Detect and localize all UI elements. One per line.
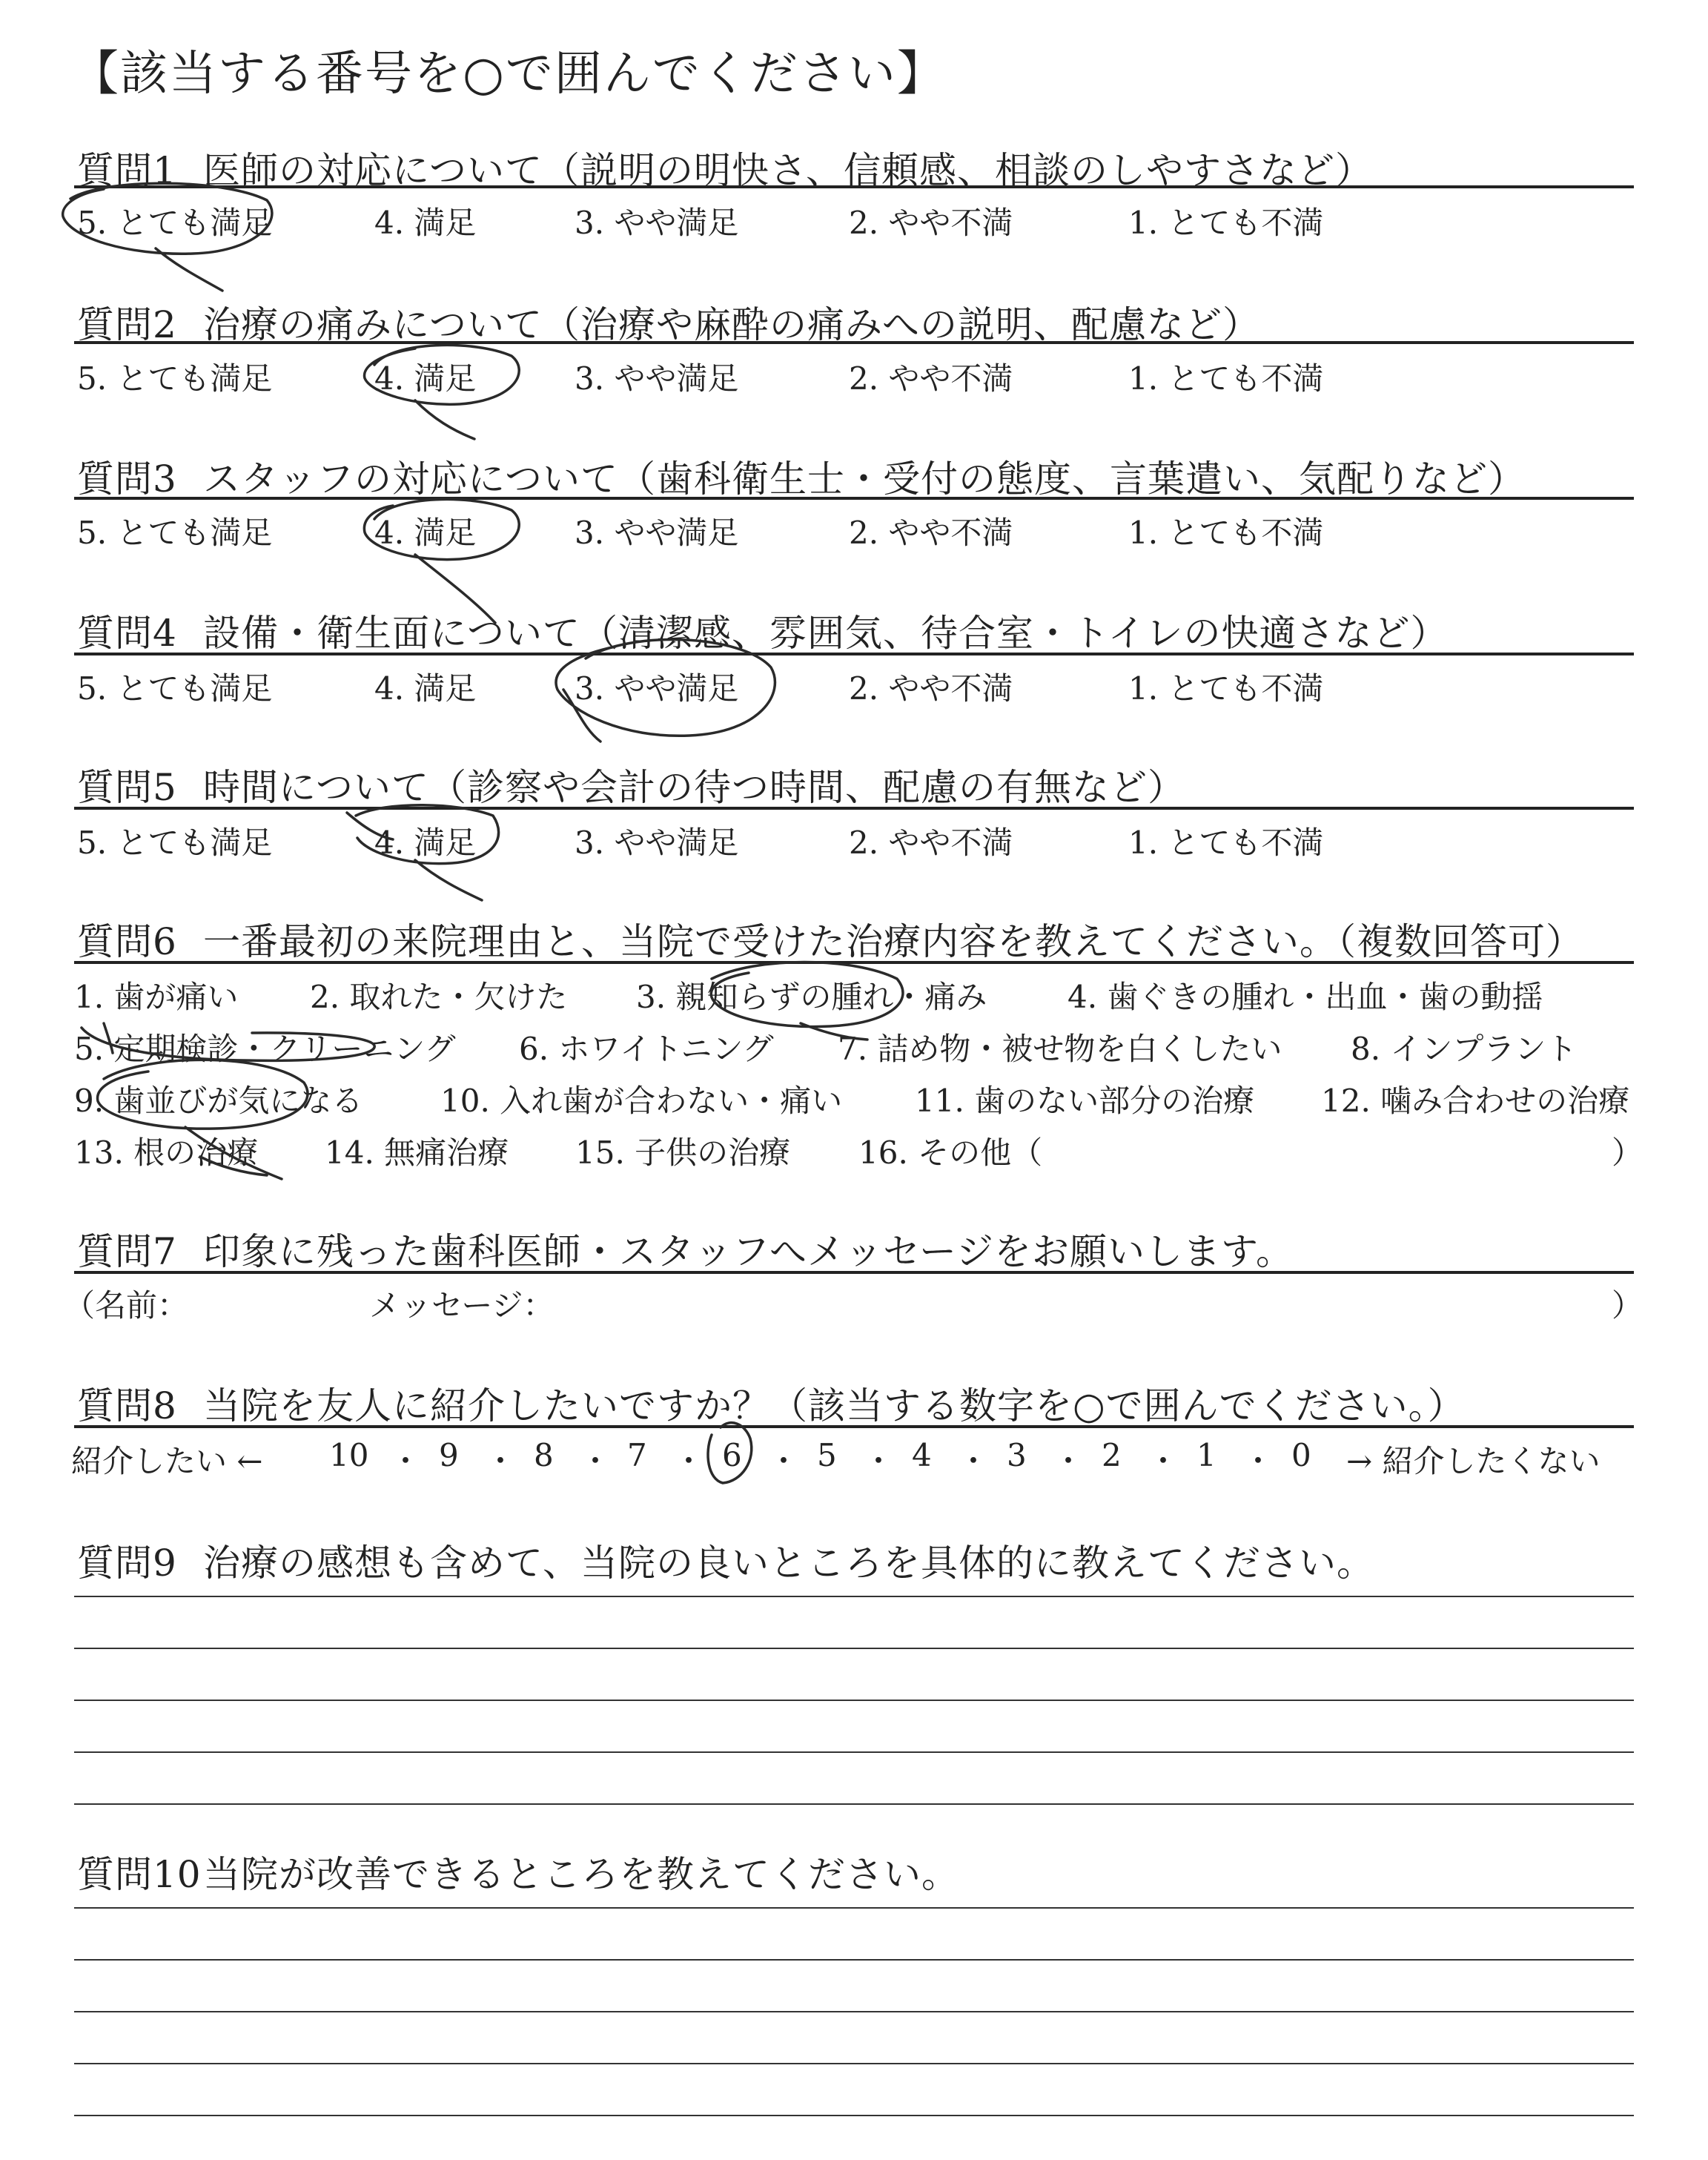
q6-option-10[interactable]: 10. 入れ歯が合わない・痛い: [440, 1083, 843, 1119]
q5-option-3[interactable]: 3. やや満足: [575, 825, 739, 861]
q8-sep: ・: [673, 1443, 705, 1479]
q3-option-1[interactable]: 1. とても不満: [1128, 515, 1324, 551]
q8-score-1[interactable]: 1: [1196, 1437, 1217, 1473]
q10-number: 質問10: [77, 1853, 202, 1896]
q5-option-4[interactable]: 4. 満足: [374, 825, 477, 861]
q8-sep: ・: [1242, 1443, 1274, 1479]
q8-sep: ・: [390, 1443, 422, 1479]
q6-option-12[interactable]: 12. 噛み合わせの治療: [1321, 1083, 1630, 1119]
q4-option-4[interactable]: 4. 満足: [374, 670, 477, 707]
q2-option-3[interactable]: 3. やや満足: [575, 360, 739, 397]
q1-rule: [74, 185, 1634, 188]
q8-rule: [74, 1425, 1634, 1428]
q9-answer-line[interactable]: [74, 1803, 1634, 1805]
q4-rule: [74, 653, 1634, 655]
q10-heading: [77, 1845, 959, 1898]
q4-text: 設備・衛生面について（清潔感、雰囲気、待合室・トイレの快適さなど）: [203, 612, 1449, 655]
q8-sep: ・: [1053, 1443, 1085, 1479]
q2-number: 質問2: [77, 303, 177, 346]
q2-text: 治療の痛みについて（治療や麻酔の痛みへの説明、配慮など）: [203, 303, 1260, 346]
q7-close-paren: ）: [1612, 1287, 1644, 1324]
q6-other-close: ）: [1612, 1135, 1644, 1171]
q3-number: 質問3: [77, 458, 177, 501]
q1-text: 医師の対応について（説明の明快さ、信頼感、相談のしやすさなど）: [203, 149, 1373, 192]
q5-option-1[interactable]: 1. とても不満: [1128, 825, 1324, 861]
q6-text: 一番最初の来院理由と、当院で受けた治療内容を教えてください。（複数回答可）: [203, 920, 1583, 963]
q6-option-11[interactable]: 11. 歯のない部分の治療: [915, 1083, 1255, 1119]
q5-number: 質問5: [77, 766, 177, 809]
q7-name-label: （名前：: [64, 1287, 189, 1324]
q1-option-1[interactable]: 1. とても不満: [1128, 205, 1324, 241]
q9-answer-line[interactable]: [74, 1751, 1634, 1753]
q8-score-7[interactable]: 7: [627, 1437, 647, 1473]
q4-option-5[interactable]: 5. とても満足: [77, 670, 273, 707]
q3-option-2[interactable]: 2. やや不満: [849, 515, 1013, 551]
q8-left-label: 紹介したい ←: [71, 1443, 263, 1479]
q4-option-2[interactable]: 2. やや不満: [849, 670, 1013, 707]
q10-answer-line[interactable]: [74, 1907, 1634, 1909]
q6-heading: [77, 912, 1583, 965]
q10-answer-line[interactable]: [74, 2063, 1634, 2064]
q6-option-15[interactable]: 15. 子供の治療: [575, 1135, 791, 1171]
q3-option-4[interactable]: 4. 満足: [374, 515, 477, 551]
q8-sep: ・: [958, 1443, 990, 1479]
q6-option-1[interactable]: 1. 歯が痛い: [74, 979, 239, 1015]
q6-option-7[interactable]: 7. 詰め物・被せ物を白くしたい: [838, 1031, 1282, 1067]
q8-score-6[interactable]: 6: [722, 1437, 742, 1473]
q8-score-5[interactable]: 5: [817, 1437, 837, 1473]
q2-option-4[interactable]: 4. 満足: [374, 360, 477, 397]
q6-option-5[interactable]: 5. 定期検診・クリーニング: [74, 1031, 456, 1067]
q1-option-3[interactable]: 3. やや満足: [575, 205, 739, 241]
q9-answer-line[interactable]: [74, 1700, 1634, 1701]
q3-option-3[interactable]: 3. やや満足: [575, 515, 739, 551]
q6-option-6[interactable]: 6. ホワイトニング: [519, 1031, 774, 1067]
q5-option-2[interactable]: 2. やや不満: [849, 825, 1013, 861]
q1-option-2[interactable]: 2. やや不満: [849, 205, 1013, 241]
q10-answer-line[interactable]: [74, 2011, 1634, 2012]
q9-answer-line[interactable]: [74, 1596, 1634, 1597]
q8-score-3[interactable]: 3: [1007, 1437, 1027, 1473]
q1-number: 質問1: [77, 149, 177, 192]
q10-answer-line[interactable]: [74, 1959, 1634, 1961]
q6-rule: [74, 961, 1634, 964]
q3-text: スタッフの対応について（歯科衛生士・受付の態度、言葉遣い、気配りなど）: [203, 458, 1526, 501]
q8-score-8[interactable]: 8: [534, 1437, 554, 1473]
q7-heading: [77, 1222, 1294, 1275]
q6-number: 質問6: [77, 920, 177, 963]
q3-heading: [77, 449, 1526, 503]
q7-message-label: メッセージ：: [369, 1287, 555, 1324]
q4-option-1[interactable]: 1. とても不満: [1128, 670, 1324, 707]
q7-rule: [74, 1271, 1634, 1274]
q8-sep: ・: [1148, 1443, 1179, 1479]
q8-score-4[interactable]: 4: [912, 1437, 932, 1473]
q8-text: 当院を友人に紹介したいですか？（該当する数字を○で囲んでください。）: [203, 1384, 1466, 1427]
q8-score-10[interactable]: 10: [329, 1437, 369, 1473]
q7-number: 質問7: [77, 1230, 177, 1273]
q5-rule: [74, 807, 1634, 810]
q9-text: 治療の感想も含めて、当院の良いところを具体的に教えてください。: [203, 1542, 1374, 1585]
q8-number: 質問8: [77, 1384, 177, 1427]
q6-option-2[interactable]: 2. 取れた・欠けた: [310, 979, 568, 1015]
q8-sep: ・: [863, 1443, 895, 1479]
q8-heading: [77, 1376, 1466, 1430]
q6-option-9[interactable]: 9. 歯並びが気になる: [74, 1083, 363, 1119]
q10-text: 当院が改善できるところを教えてください。: [203, 1853, 959, 1896]
q8-score-2[interactable]: 2: [1102, 1437, 1122, 1473]
q8-score-9[interactable]: 9: [439, 1437, 459, 1473]
q9-number: 質問9: [77, 1542, 177, 1585]
q4-number: 質問4: [77, 612, 177, 655]
q6-option-13[interactable]: 13. 根の治療: [74, 1135, 259, 1171]
q8-sep: ・: [580, 1443, 612, 1479]
q5-text: 時間について（診察や会計の待つ時間、配慮の有無など）: [203, 766, 1185, 809]
q7-text: 印象に残った歯科医師・スタッフへメッセージをお願いします。: [203, 1230, 1294, 1273]
q1-option-4[interactable]: 4. 満足: [374, 205, 477, 241]
q3-rule: [74, 497, 1634, 500]
q6-option-8[interactable]: 8. インプラント: [1351, 1031, 1578, 1067]
q8-sep: ・: [768, 1443, 800, 1479]
q6-option-3[interactable]: 3. 親知らずの腫れ・痛み: [636, 979, 987, 1015]
q3-option-5[interactable]: 5. とても満足: [77, 515, 273, 551]
q6-option-14[interactable]: 14. 無痛治療: [325, 1135, 509, 1171]
q8-sep: ・: [485, 1443, 517, 1479]
q9-answer-line[interactable]: [74, 1648, 1634, 1649]
page-title: 【該当する番号を○で囲んでください】: [71, 47, 946, 102]
q8-right-label: → 紹介したくない: [1346, 1443, 1601, 1479]
q5-heading: [77, 758, 1185, 811]
q8-score-0[interactable]: 0: [1291, 1437, 1311, 1473]
q6-option-4[interactable]: 4. 歯ぐきの腫れ・出血・歯の動揺: [1068, 979, 1543, 1015]
q10-answer-line[interactable]: [74, 2115, 1634, 2116]
q2-option-2[interactable]: 2. やや不満: [849, 360, 1013, 397]
q1-option-5[interactable]: 5. とても満足: [77, 205, 273, 241]
q2-rule: [74, 341, 1634, 344]
q4-option-3[interactable]: 3. やや満足: [575, 670, 739, 707]
q6-option-16[interactable]: 16. その他（: [858, 1135, 1043, 1171]
q9-heading: [77, 1533, 1374, 1587]
q2-option-5[interactable]: 5. とても満足: [77, 360, 273, 397]
q4-heading: [77, 604, 1449, 657]
q2-option-1[interactable]: 1. とても不満: [1128, 360, 1324, 397]
q5-option-5[interactable]: 5. とても満足: [77, 825, 273, 861]
